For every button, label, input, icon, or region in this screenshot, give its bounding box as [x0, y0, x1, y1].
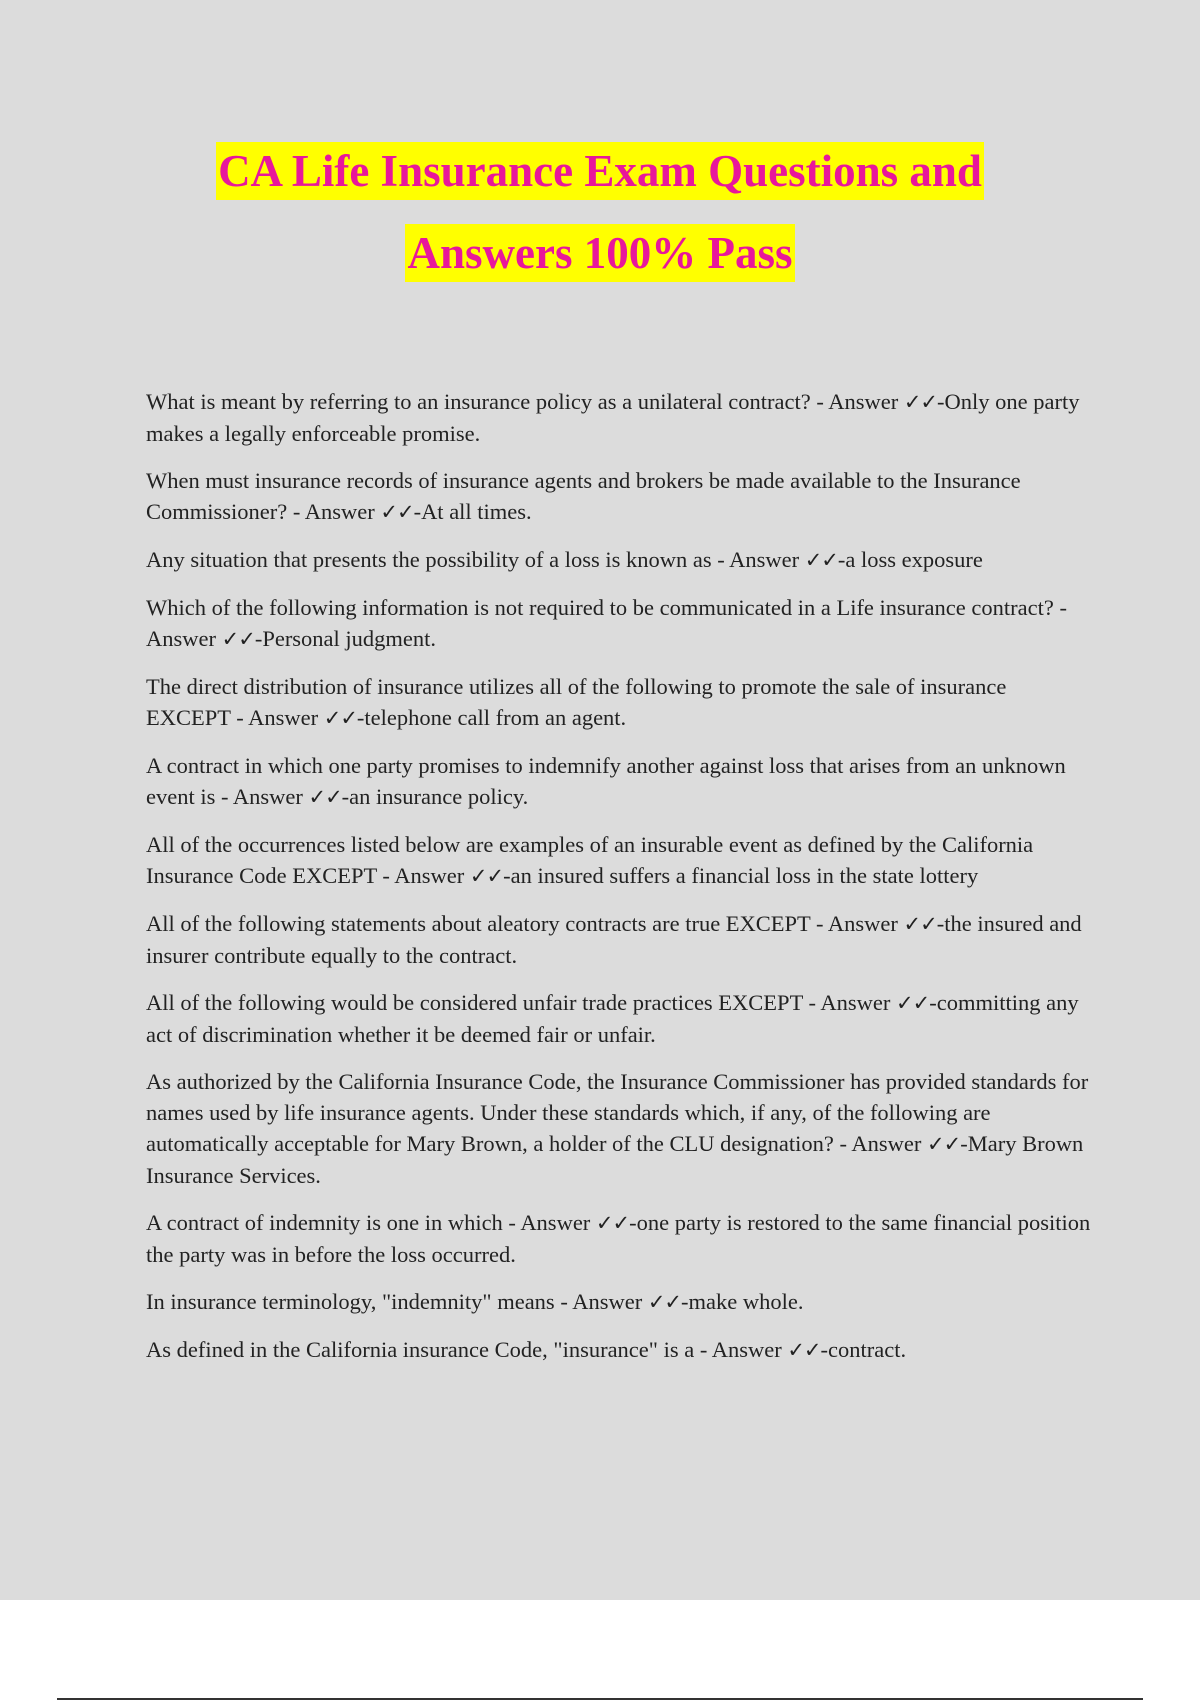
answer-text: contract.: [828, 1337, 907, 1362]
question-text: Which of the following information is not required to be communicated in a Life insurance contract? -: [146, 595, 1067, 620]
question-text: As authorized by the California Insurance Code, the Insurance Commissioner has provided standards for names used by life insurance agents. Under these standards which, if any, of the following are automatically acceptable for Mary Brown, a holder of the CLU designation? -: [146, 1069, 1089, 1156]
double-check-icon: ✓✓: [221, 627, 255, 651]
qa-item-5: The direct distribution of insurance utilizes all of the following to promote the sale of insurance EXCEPT - Answer ✓✓-telephone call from an agent.: [146, 674, 1007, 730]
answer-label: Answer: [394, 863, 465, 888]
question-text: The direct distribution of insurance utilizes all of the following to promote the sale of insurance EXCEPT -: [146, 674, 1007, 730]
answer-label: Answer: [520, 1210, 591, 1235]
answer-text: a loss exposure: [845, 547, 983, 572]
answer-text: an insured suffers a financial loss in the state lottery: [510, 863, 979, 888]
double-check-icon: ✓✓: [787, 1338, 821, 1362]
qa-item-8: All of the following statements about aleatory contracts are true EXCEPT - Answer ✓✓-the insured and insurer contribute equally to the contract.: [146, 911, 1082, 968]
answer-label: Answer: [572, 1289, 643, 1314]
double-check-icon: ✓✓: [308, 785, 342, 809]
answer-label: Answer: [146, 626, 216, 651]
question-text: What is meant by referring to an insurance policy as a unilateral contract? -: [146, 389, 829, 414]
question-text: Any situation that presents the possibility of a loss is known as -: [146, 547, 730, 572]
answer-label: Answer: [711, 1337, 782, 1362]
double-check-icon: ✓✓: [469, 864, 504, 888]
question-text: As defined in the California insurance Code, "insurance" is a -: [146, 1337, 712, 1362]
answer-text: make whole.: [688, 1289, 804, 1314]
answer-label: Answer: [820, 990, 891, 1015]
answer-text: committing any act of discrimination whether it be deemed fair or unfair.: [146, 990, 1079, 1047]
answer-label: Answer: [729, 547, 800, 572]
answer-label: Answer: [828, 389, 899, 414]
qa-list: [146, 386, 1092, 1382]
answer-text: At all times.: [421, 499, 532, 524]
answer-label: Answer: [304, 499, 375, 524]
qa-item-12: In insurance terminology, "indemnity" means - Answer ✓✓-make whole.: [146, 1289, 804, 1314]
qa-item-1: What is meant by referring to an insurance policy as a unilateral contract? - Answer ✓✓-Only one party makes a legally enforceable promise.: [146, 389, 1080, 446]
double-check-icon: ✓✓: [804, 548, 838, 572]
answer-label: Answer: [827, 911, 898, 936]
qa-item-7: All of the occurrences listed below are examples of an insurable event as defined by the California Insurance Code EXCEPT - Answer ✓✓-an insured suffers a financial loss in the state lottery: [146, 832, 1034, 888]
answer-text: the insured and insurer contribute equally to the contract.: [146, 911, 1082, 968]
answer-label: Answer: [232, 784, 303, 809]
document-title: [0, 142, 1200, 282]
answer-text: Mary Brown Insurance Services.: [146, 1131, 1084, 1188]
answer-text: telephone call from an agent.: [364, 705, 627, 730]
double-check-icon: ✓✓: [323, 706, 357, 730]
qa-item-10: As authorized by the California Insurance Code, the Insurance Commissioner has provided standards for names used by life insurance agents. Under these standards which, if any, of the following are automatically acceptable for Mary Brown, a holder of the CLU designation? - Answer ✓✓-Mary Brown Insurance Services.: [146, 1069, 1089, 1188]
answer-text: Personal judgment.: [262, 626, 437, 651]
double-check-icon: ✓✓: [595, 1211, 630, 1235]
question-text: All of the following statements about aleatory contracts are true EXCEPT -: [146, 911, 828, 936]
double-check-icon: ✓✓: [903, 390, 938, 414]
double-check-icon: ✓✓: [927, 1132, 961, 1156]
answer-text: Only one party makes a legally enforceable promise.: [146, 389, 1080, 446]
qa-item-3: Any situation that presents the possibility of a loss is known as - Answer ✓✓-a loss exposure: [146, 547, 983, 572]
answer-text: one party is restored to the same financial position the party was in before the loss occurred.: [146, 1210, 1091, 1267]
double-check-icon: ✓✓: [380, 500, 414, 524]
double-check-icon: ✓✓: [896, 991, 930, 1015]
answer-text: an insurance policy.: [349, 784, 529, 809]
qa-item-9: All of the following would be considered unfair trade practices EXCEPT - Answer ✓✓-committing any act of discrimination whether it be deemed fair or unfair.: [146, 990, 1079, 1047]
question-text: All of the occurrences listed below are examples of an insurable event as defined by the California Insurance Code EXCEPT -: [146, 832, 1034, 888]
qa-item-6: A contract in which one party promises to indemnify another against loss that arises from an unknown event is - Answer ✓✓-an insurance policy.: [146, 753, 1066, 809]
question-text: When must insurance records of insurance agents and brokers be made available to the Insurance Commissioner? -: [146, 468, 1021, 524]
answer-label: Answer: [248, 705, 319, 730]
qa-item-4: Which of the following information is not required to be communicated in a Life insurance contract? - Answer ✓✓-Personal judgment.: [146, 595, 1067, 651]
qa-item-11: A contract of indemnity is one in which - Answer ✓✓-one party is restored to the same financial position the party was in before the loss occurred.: [146, 1210, 1091, 1267]
question-text: A contract in which one party promises to indemnify another against loss that arises from an unknown event is -: [146, 753, 1066, 809]
double-check-icon: ✓✓: [903, 912, 937, 936]
title-line-2: Answers 100% Pass: [405, 224, 794, 282]
question-text: All of the following would be considered unfair trade practices EXCEPT -: [146, 990, 821, 1015]
qa-item-13: As defined in the California insurance Code, "insurance" is a - Answer ✓✓-contract.: [146, 1337, 907, 1362]
question-text: A contract of indemnity is one in which -: [146, 1210, 521, 1235]
answer-label: Answer: [851, 1131, 922, 1156]
question-text: In insurance terminology, "indemnity" means -: [146, 1289, 573, 1314]
title-line-1: CA Life Insurance Exam Questions and: [216, 142, 984, 200]
qa-item-2: When must insurance records of insurance agents and brokers be made available to the Insurance Commissioner? - Answer ✓✓-At all times.: [146, 468, 1021, 524]
double-check-icon: ✓✓: [647, 1290, 682, 1314]
